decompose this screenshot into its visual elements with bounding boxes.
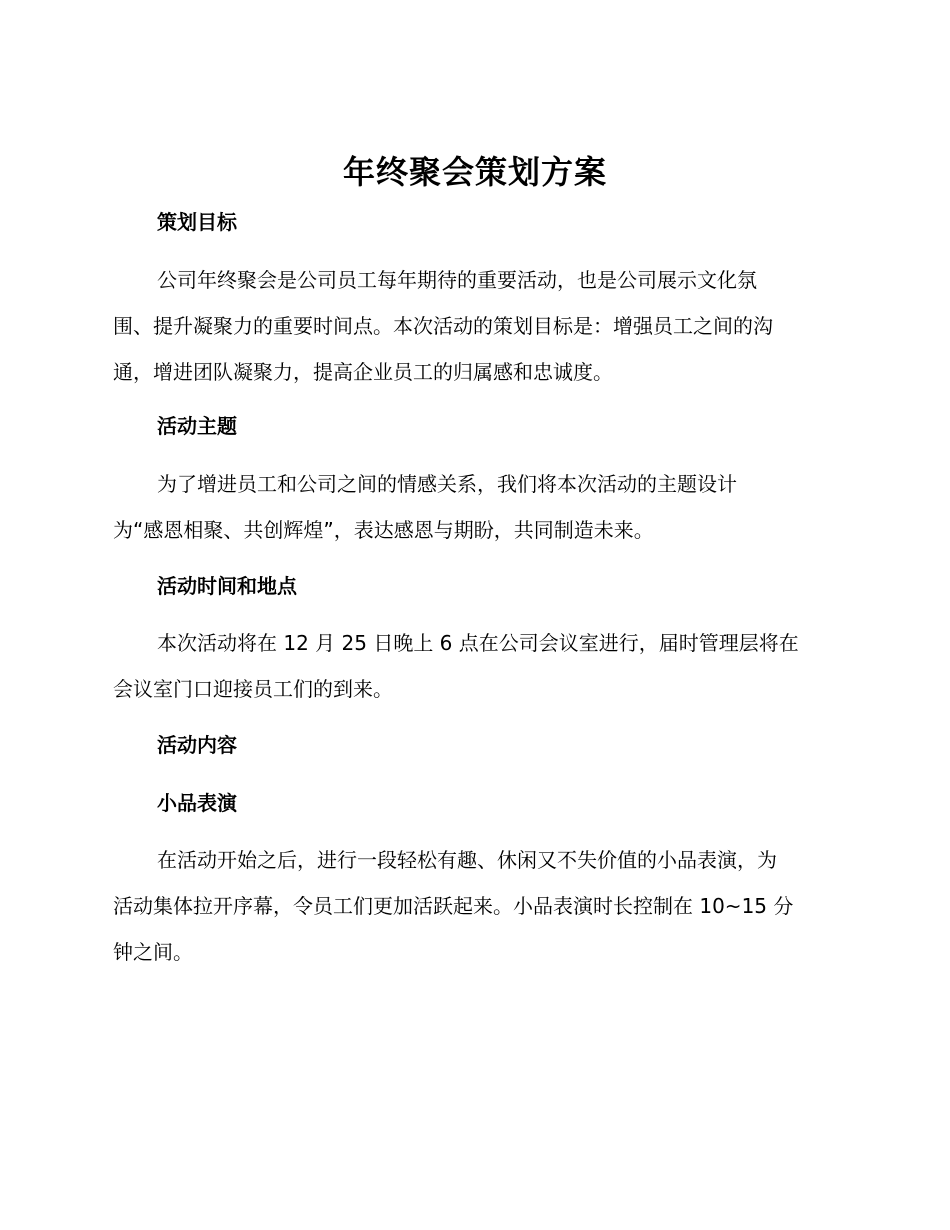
section-heading-content: 活动内容 — [157, 733, 237, 757]
document-title: 年终聚会策划方案 — [342, 153, 607, 191]
paragraph-line: 为了增进员工和公司之间的情感关系，我们将本次活动的主题设计 — [157, 472, 737, 496]
paragraph-line: 钟之间。 — [113, 940, 193, 964]
paragraph-line: 通，增进团队凝聚力，提高企业员工的归属感和忠诚度。 — [113, 360, 613, 384]
section-paragraph-skit — [113, 837, 838, 975]
paragraph-line: 围、提升凝聚力的重要时间点。本次活动的策划目标是：增强员工之间的沟 — [113, 314, 773, 338]
paragraph-line: 本次活动将在 12 月 25 日晚上 6 点在公司会议室进行，届时管理层将在 — [157, 631, 799, 655]
paragraph-line: 活动集体拉开序幕，令员工们更加活跃起来。小品表演时长控制在 10~15 分 — [113, 894, 794, 918]
section-heading-planning-goal: 策划目标 — [157, 210, 237, 234]
paragraph-line: 为“感恩相聚、共创辉煌”，表达感恩与期盼，共同制造未来。 — [113, 518, 654, 542]
section-heading-skit: 小品表演 — [157, 791, 237, 815]
section-heading-theme: 活动主题 — [157, 414, 237, 438]
section-paragraph-planning-goal — [113, 257, 838, 395]
section-heading-time-place: 活动时间和地点 — [157, 574, 297, 598]
section-paragraph-time-place — [113, 620, 838, 712]
paragraph-line: 在活动开始之后，进行一段轻松有趣、休闲又不失价值的小品表演，为 — [157, 848, 777, 872]
paragraph-line: 会议室门口迎接员工们的到来。 — [113, 677, 393, 701]
section-paragraph-theme — [113, 461, 838, 553]
paragraph-line: 公司年终聚会是公司员工每年期待的重要活动，也是公司展示文化氛 — [157, 268, 757, 292]
